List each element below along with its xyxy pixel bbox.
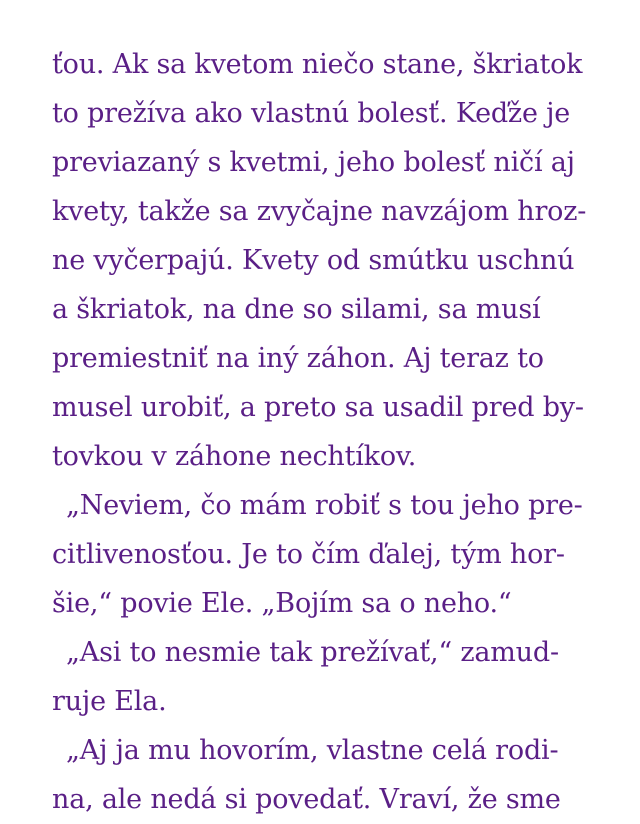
text-line: tovkou v záhone nechtíkov. bbox=[52, 441, 417, 472]
text-line: ťou. Ak sa kvetom niečo stane, škriatok bbox=[52, 49, 583, 80]
text-line: šie,“ povie Ele. „Bojím sa o neho.“ bbox=[52, 588, 512, 619]
text-line: to prežíva ako vlastnú bolesť. Keďže je bbox=[52, 98, 571, 129]
text-line: na, ale nedá si povedať. Vraví, že sme bbox=[52, 784, 561, 815]
text-line: previazaný s kvetmi, jeho bolesť ničí aj bbox=[52, 147, 575, 178]
book-page-text bbox=[52, 40, 612, 824]
text-line: musel urobiť, a preto sa usadil pred by- bbox=[52, 392, 584, 423]
text-line: „Aj ja mu hovorím, vlastne celá rodi- bbox=[66, 735, 559, 766]
text-line: citlivenosťou. Je to čím ďalej, tým hor- bbox=[52, 539, 565, 570]
text-line: ne vyčerpajú. Kvety od smútku uschnú bbox=[52, 245, 575, 276]
text-line: a škriatok, na dne so silami, sa musí bbox=[52, 294, 541, 325]
text-line: premiestniť na iný záhon. Aj teraz to bbox=[52, 343, 544, 374]
text-line: „Neviem, čo mám robiť s tou jeho pre- bbox=[66, 490, 583, 521]
text-line: kvety, takže sa zvyčajne navzájom hroz- bbox=[52, 196, 587, 227]
text-line: „Asi to nesmie tak prežívať,“ zamud- bbox=[66, 637, 559, 668]
text-line: ruje Ela. bbox=[52, 686, 167, 717]
